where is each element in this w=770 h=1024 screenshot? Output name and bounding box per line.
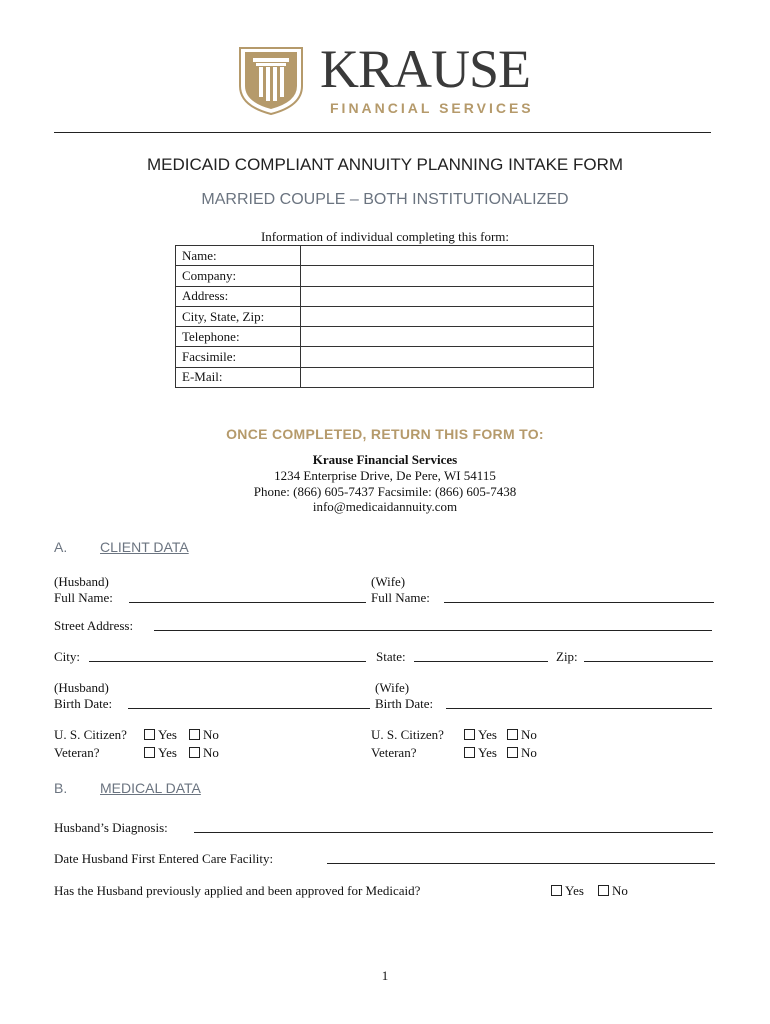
checkbox-icon[interactable] xyxy=(464,747,475,758)
info-field-address[interactable] xyxy=(301,286,594,306)
husband-birth-date-label: Birth Date: xyxy=(54,696,113,711)
checkbox-icon[interactable] xyxy=(189,747,200,758)
husband-label: (Husband) xyxy=(54,574,109,589)
form-title: MEDICAID COMPLIANT ANNUITY PLANNING INTAKE FORM xyxy=(146,155,624,174)
info-label-facsimile: Facsimile: xyxy=(176,347,301,367)
husband-veteran-no[interactable] xyxy=(189,745,219,761)
wife-citizen-no[interactable] xyxy=(507,727,537,743)
checkbox-icon[interactable] xyxy=(507,729,518,740)
info-field-facsimile[interactable] xyxy=(301,347,594,367)
section-b-letter: B. xyxy=(54,780,68,796)
table-row xyxy=(176,327,594,347)
diagnosis-field[interactable] xyxy=(194,832,713,833)
city-label: City: xyxy=(54,649,81,664)
husband-citizen-yes[interactable] xyxy=(144,727,177,743)
yes-label: Yes xyxy=(158,727,177,742)
zip-label: Zip: xyxy=(556,649,578,664)
wife-birth-date-label: Birth Date: xyxy=(375,696,434,711)
section-a-title: CLIENT DATA xyxy=(100,539,189,555)
return-email: info@medicaidannuity.com xyxy=(312,499,458,514)
wife-citizen-label: U. S. Citizen? xyxy=(371,727,444,742)
table-row xyxy=(176,266,594,286)
checkbox-icon[interactable] xyxy=(551,885,562,896)
care-date-label: Date Husband First Entered Care Facility: xyxy=(54,851,274,866)
street-address-label: Street Address: xyxy=(54,618,134,633)
return-phone-fax: Phone: (866) 605-7437 Facsimile: (866) 605-7438 xyxy=(253,484,517,499)
form-subtitle: MARRIED COUPLE – BOTH INSTITUTIONALIZED xyxy=(201,191,569,208)
return-heading: ONCE COMPLETED, RETURN THIS FORM TO: xyxy=(226,426,544,442)
care-date-field[interactable] xyxy=(327,863,715,864)
state-label: State: xyxy=(376,649,406,664)
wife-citizen-yes[interactable] xyxy=(464,727,497,743)
page-number: 1 xyxy=(381,968,389,983)
brand-name: KRAUSE xyxy=(320,39,531,99)
checkbox-icon[interactable] xyxy=(464,729,475,740)
brand-subtitle: FINANCIAL SERVICES xyxy=(330,100,534,116)
no-label: No xyxy=(521,745,537,760)
info-field-city[interactable] xyxy=(301,306,594,326)
wife-veteran-label: Veteran? xyxy=(371,745,417,760)
husband-veteran-yes[interactable] xyxy=(144,745,177,761)
info-label-name: Name: xyxy=(176,246,301,266)
zip-field[interactable] xyxy=(584,661,713,662)
medicaid-yes[interactable] xyxy=(551,883,584,899)
info-label-city: City, State, Zip: xyxy=(176,306,301,326)
city-field[interactable] xyxy=(89,661,366,662)
wife-veteran-no[interactable] xyxy=(507,745,537,761)
info-label-email: E-Mail: xyxy=(176,367,301,387)
husband-full-name-field[interactable] xyxy=(129,602,366,603)
checkbox-icon[interactable] xyxy=(144,747,155,758)
no-label: No xyxy=(203,727,219,742)
husband-birth-label: (Husband) xyxy=(54,680,109,695)
medicaid-no[interactable] xyxy=(598,883,628,899)
return-company: Krause Financial Services xyxy=(312,452,458,467)
table-row xyxy=(176,286,594,306)
husband-citizen-label: U. S. Citizen? xyxy=(54,727,127,742)
checkbox-icon[interactable] xyxy=(189,729,200,740)
diagnosis-label: Husband’s Diagnosis: xyxy=(54,820,168,835)
yes-label: Yes xyxy=(478,727,497,742)
info-table xyxy=(175,245,594,388)
street-address-field[interactable] xyxy=(154,630,712,631)
return-address: 1234 Enterprise Drive, De Pere, WI 54115 xyxy=(274,468,496,483)
section-b-title: MEDICAL DATA xyxy=(100,780,201,796)
husband-veteran-label: Veteran? xyxy=(54,745,100,760)
wife-veteran-yes[interactable] xyxy=(464,745,497,761)
wife-full-name-field[interactable] xyxy=(444,602,714,603)
checkbox-icon[interactable] xyxy=(507,747,518,758)
section-a-letter: A. xyxy=(54,539,68,555)
info-field-email[interactable] xyxy=(301,367,594,387)
info-label-address: Address: xyxy=(176,286,301,306)
wife-birth-date-field[interactable] xyxy=(446,708,712,709)
info-field-telephone[interactable] xyxy=(301,327,594,347)
info-field-company[interactable] xyxy=(301,266,594,286)
table-row xyxy=(176,347,594,367)
no-label: No xyxy=(612,883,628,898)
husband-birth-date-field[interactable] xyxy=(128,708,370,709)
medicaid-question: Has the Husband previously applied and been approved for Medicaid? xyxy=(54,883,421,898)
yes-label: Yes xyxy=(158,745,177,760)
yes-label: Yes xyxy=(565,883,584,898)
table-row xyxy=(176,246,594,266)
no-label: No xyxy=(521,727,537,742)
info-label-company: Company: xyxy=(176,266,301,286)
husband-citizen-no[interactable] xyxy=(189,727,219,743)
wife-full-name-label: Full Name: xyxy=(371,590,430,605)
yes-label: Yes xyxy=(478,745,497,760)
info-label-telephone: Telephone: xyxy=(176,327,301,347)
no-label: No xyxy=(203,745,219,760)
table-row xyxy=(176,306,594,326)
column-shield-icon xyxy=(238,46,304,116)
info-table-caption: Information of individual completing this form: xyxy=(260,229,510,244)
header-divider xyxy=(54,132,711,133)
husband-full-name-label: Full Name: xyxy=(54,590,113,605)
wife-birth-label: (Wife) xyxy=(375,680,410,695)
checkbox-icon[interactable] xyxy=(598,885,609,896)
checkbox-icon[interactable] xyxy=(144,729,155,740)
info-field-name[interactable] xyxy=(301,246,594,266)
wife-label: (Wife) xyxy=(371,574,406,589)
state-field[interactable] xyxy=(414,661,548,662)
table-row xyxy=(176,367,594,387)
